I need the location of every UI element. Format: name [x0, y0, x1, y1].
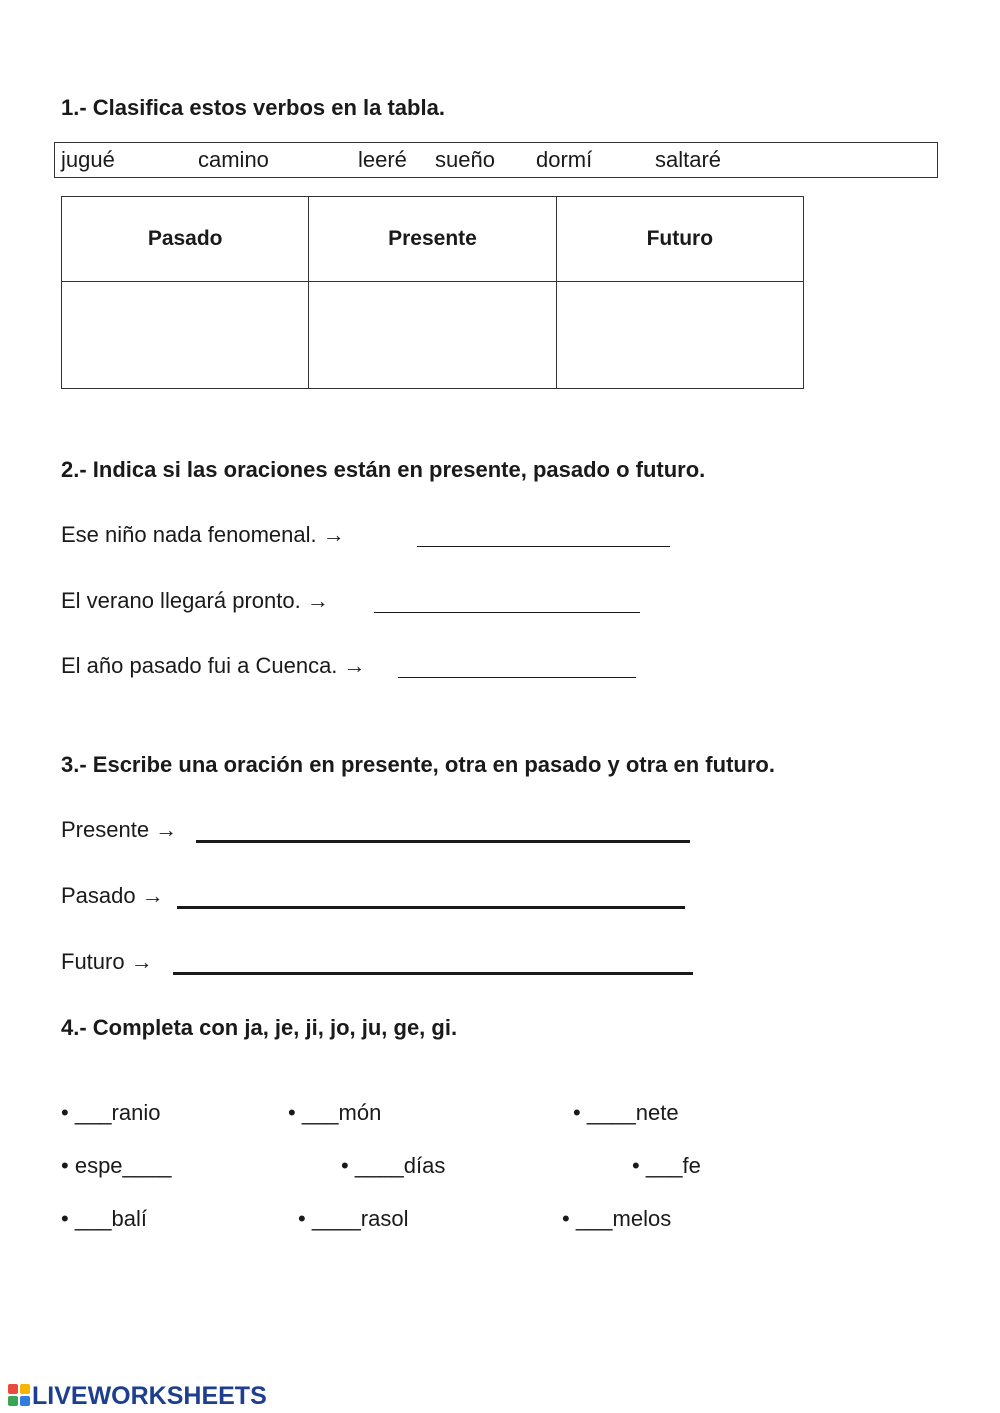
- section4-heading: 4.- Completa con ja, je, ji, jo, ju, ge, gi.: [61, 1015, 458, 1040]
- fill-item-text: ___melos: [575, 1206, 672, 1231]
- logo-badge-icon: [8, 1384, 30, 1406]
- write-line-pasado[interactable]: [177, 906, 685, 909]
- word-bank-item: camino: [198, 147, 269, 172]
- fill-item-text: ___balí: [74, 1206, 148, 1231]
- prompt-futuro: Futuro →: [61, 949, 153, 974]
- word-bank-item: leeré: [358, 147, 407, 172]
- sentence-2: El verano llegará pronto. →: [61, 588, 329, 613]
- fill-item-text: ____rasol: [311, 1206, 409, 1231]
- fill-item[interactable]: [298, 1206, 408, 1232]
- table-cell-futuro[interactable]: [556, 282, 803, 389]
- table-cell-presente[interactable]: [309, 282, 556, 389]
- fill-item[interactable]: [61, 1153, 171, 1179]
- section2-heading: 2.- Indica si las oraciones están en presente, pasado o futuro.: [61, 457, 706, 482]
- fill-item[interactable]: [632, 1153, 701, 1179]
- word-bank-item: jugué: [61, 147, 115, 172]
- bullet: •: [632, 1153, 640, 1178]
- prompt-presente: Presente →: [61, 817, 178, 842]
- verb-classification-table: [61, 196, 804, 389]
- fill-item[interactable]: [61, 1206, 147, 1232]
- bullet: •: [341, 1153, 349, 1178]
- bullet: •: [298, 1206, 306, 1231]
- bullet: •: [61, 1206, 69, 1231]
- table-header-futuro: Futuro: [556, 197, 803, 282]
- prompt-pasado: Pasado →: [61, 883, 164, 908]
- answer-blank-3[interactable]: [398, 677, 636, 678]
- logo-brand-text: LIVEWORKSHEETS: [32, 1382, 267, 1410]
- bullet: •: [288, 1100, 296, 1125]
- bullet: •: [573, 1100, 581, 1125]
- fill-item[interactable]: [61, 1100, 160, 1126]
- sentence-3: El año pasado fui a Cuenca. →: [61, 653, 366, 678]
- table-cell-pasado[interactable]: [62, 282, 309, 389]
- answer-blank-2[interactable]: [374, 612, 640, 613]
- fill-item[interactable]: [573, 1100, 679, 1126]
- bullet: •: [61, 1153, 69, 1178]
- fill-item-text: ___món: [301, 1100, 382, 1125]
- fill-item-text: ___fe: [645, 1153, 701, 1178]
- word-bank-item: saltaré: [655, 147, 722, 172]
- table-header-presente: Presente: [309, 197, 556, 282]
- answer-blank-1[interactable]: [417, 546, 670, 547]
- bullet: •: [61, 1100, 69, 1125]
- sentence-1: Ese niño nada fenomenal. →: [61, 522, 345, 547]
- bullet: •: [562, 1206, 570, 1231]
- word-bank-item: sueño: [435, 147, 495, 172]
- fill-item[interactable]: [341, 1153, 445, 1179]
- fill-item-text: ___ranio: [74, 1100, 161, 1125]
- section3-heading: 3.- Escribe una oración en presente, otra en pasado y otra en futuro.: [61, 752, 775, 777]
- fill-item-text: ____días: [354, 1153, 446, 1178]
- fill-item-text: espe____: [74, 1153, 172, 1178]
- fill-item[interactable]: [562, 1206, 671, 1232]
- write-line-futuro[interactable]: [173, 972, 693, 975]
- word-bank-item: dormí: [536, 147, 593, 172]
- write-line-presente[interactable]: [196, 840, 690, 843]
- section1-heading: 1.- Clasifica estos verbos en la tabla.: [61, 95, 445, 120]
- fill-item[interactable]: [288, 1100, 381, 1126]
- fill-item-text: ____nete: [586, 1100, 679, 1125]
- word-bank: [54, 142, 938, 178]
- table-header-pasado: Pasado: [62, 197, 309, 282]
